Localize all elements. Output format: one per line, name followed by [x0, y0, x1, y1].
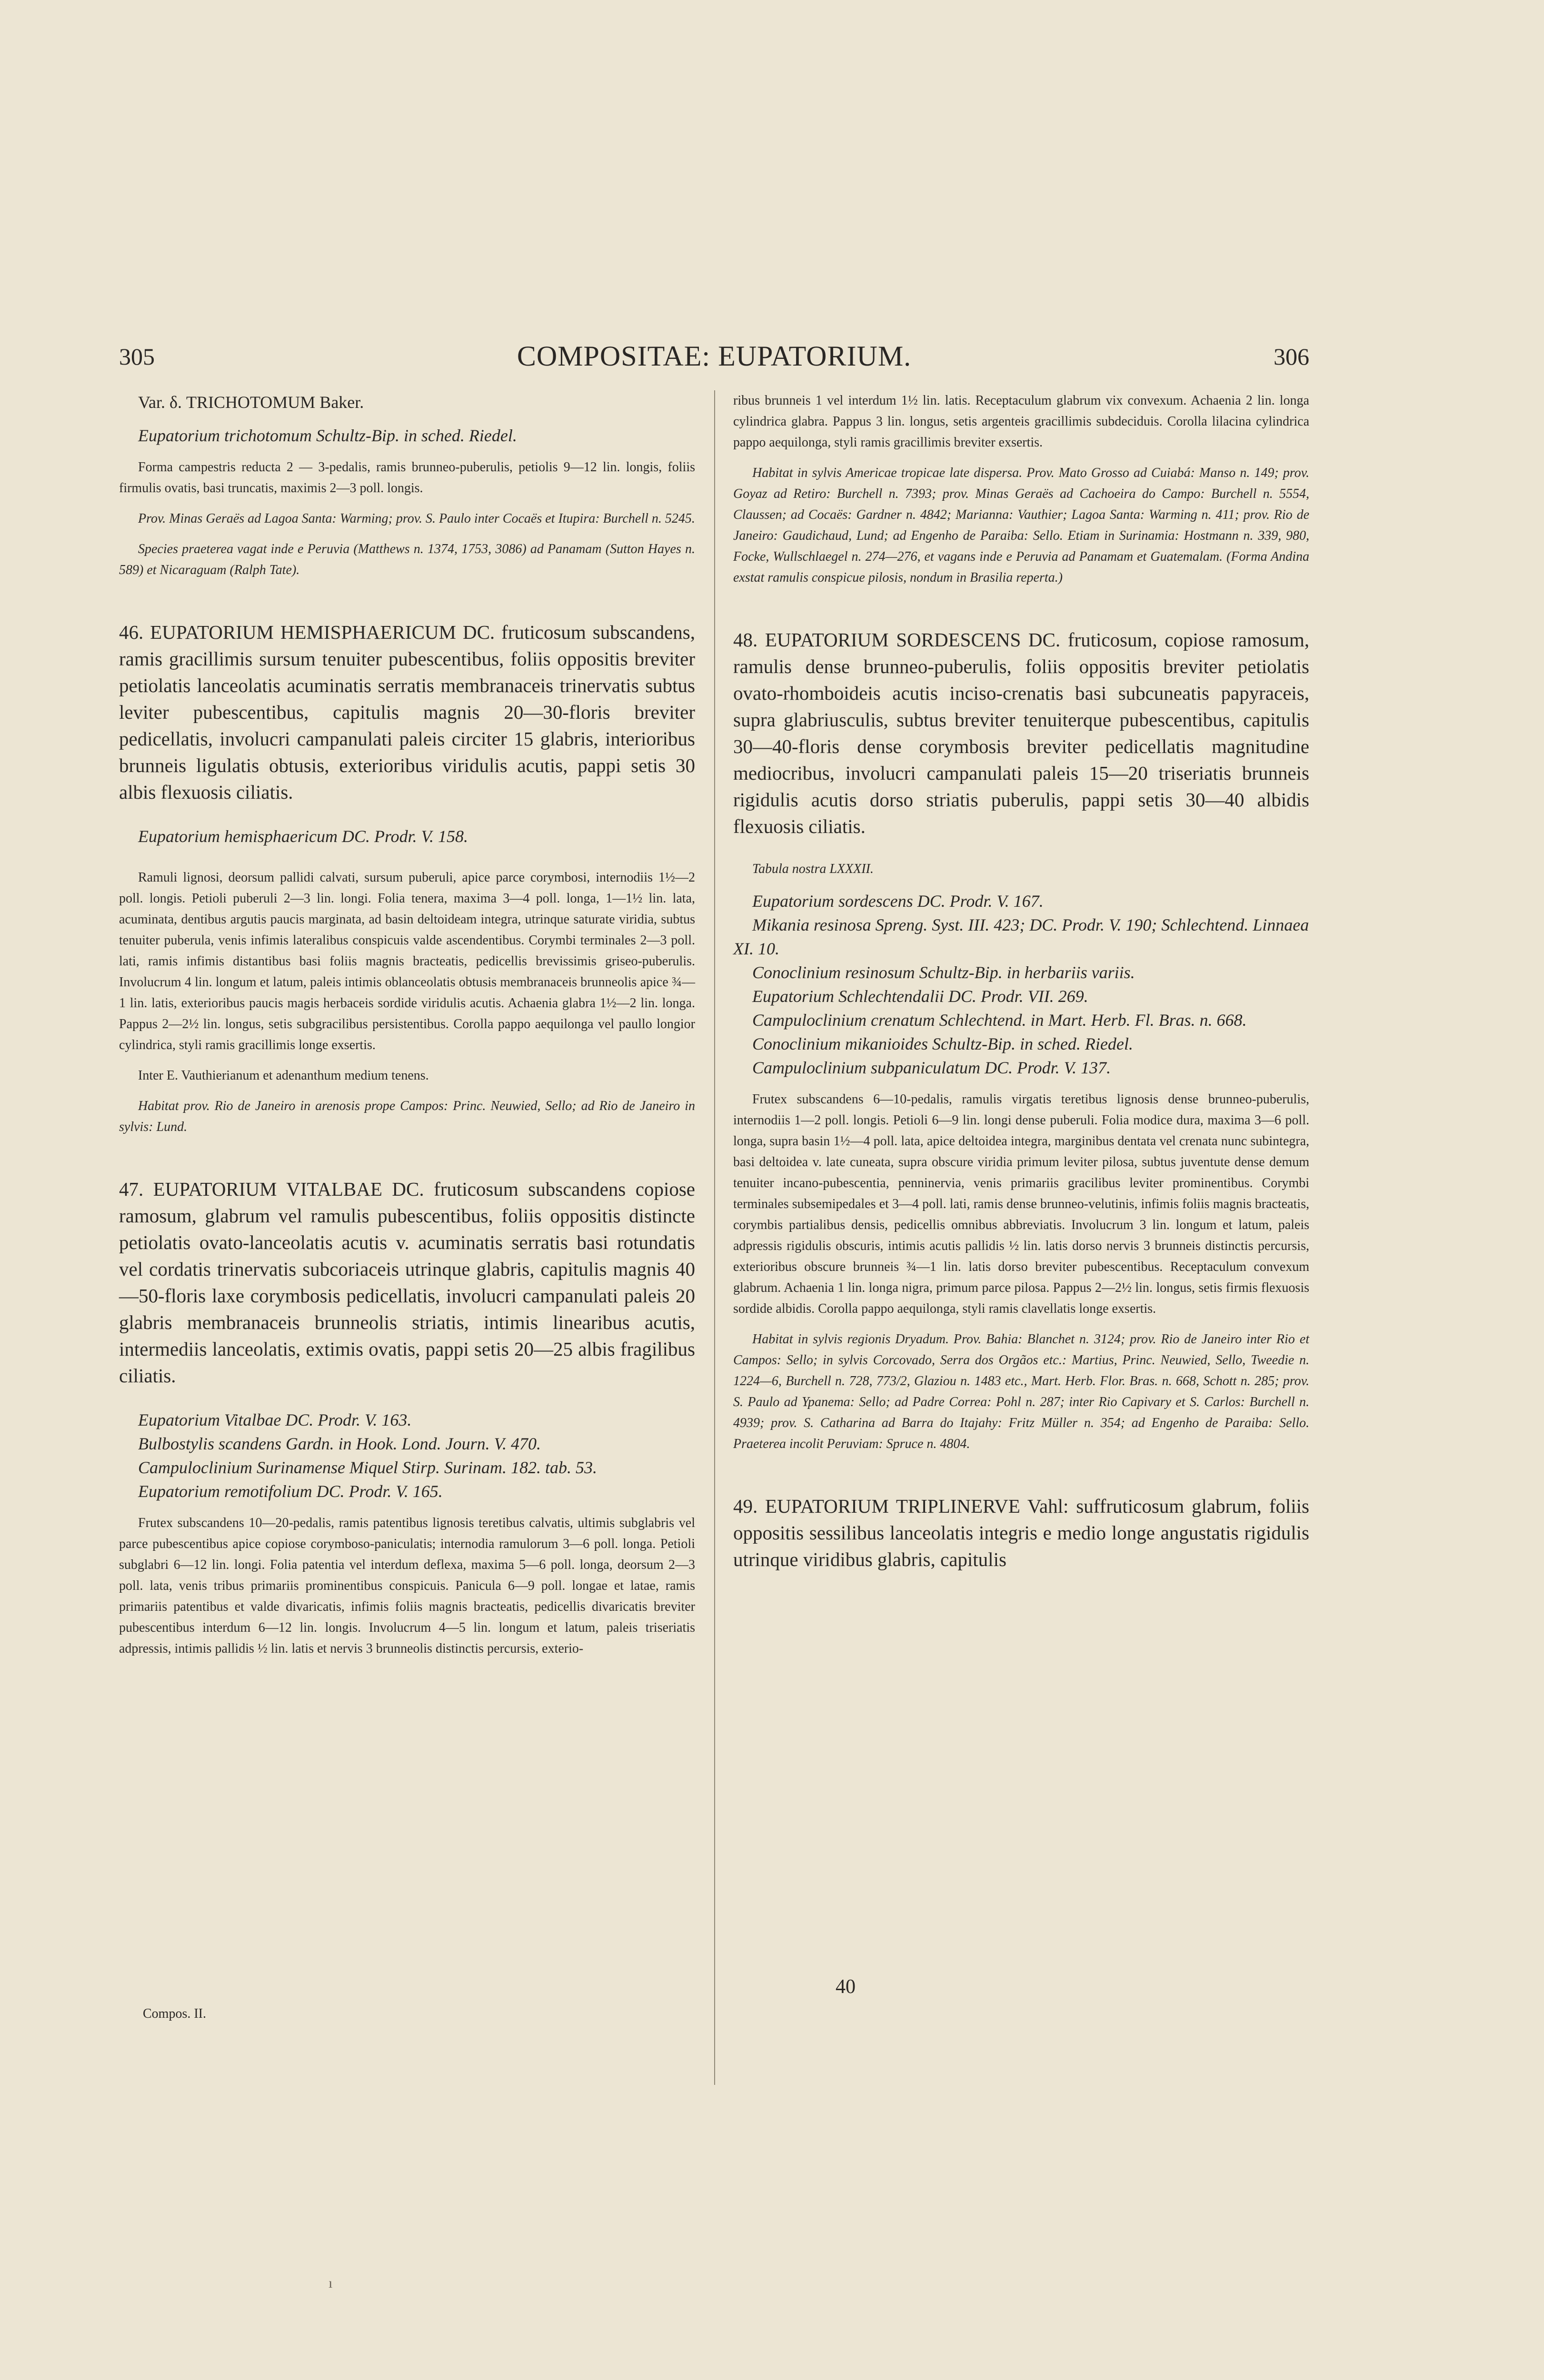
species-46-description: Ramuli lignosi, deorsum pallidi calvati, sursum puberuli, apice parce corymbosi, internodiis 1½—2 poll. longis. Petioli puberuli 2—3 lin. longi. Folia tenera, maxima 3—4 poll. longa, 1—1½ lin. lata, acuminata, dentibus argutis paucis marginata, ad basin deltoideam integra, utrinque saturate viridia, subtus tenuiter puberula, venis infimis lateralibus conspicuis valde ascendentibus. Corymbi terminales 2—3 poll. lati, ramis infimis distantibus basi foliis magnis bracteatis, pedicellis brevissimis griseo-puberulis. Involucrum 4 lin. longum et latum, paleis intimis oblanceolatis obtusis membranaceis brunneolis apice ¾—1 lin. latis, exterioribus paucis magis herbaceis sordide viridulis acutis. Achaenia glabra 1½—2 lin. longa. Pappus 2—2½ lin. longus, setis subgracilibus persistentibus. Corolla pappo aequilonga vel paullo longior cylindrica, styli ramis gracillimis longe exsertis.	[119, 870, 695, 1052]
species-48-reference-3: Conoclinium resinosum Schultz-Bip. in herbariis variis.	[752, 963, 1135, 982]
variety-description: Forma campestris reducta 2 — 3-pedalis, ramis brunneo-puberulis, petiolis 9—12 lin. longis, foliis firmulis ovatis, basi truncatis, maximis 2—3 poll. longis.	[119, 460, 695, 496]
species-47-reference-1: Eupatorium Vitalbae DC. Prodr. V. 163.	[138, 1410, 412, 1429]
running-head: COMPOSITAE: EUPATORIUM.	[517, 340, 912, 372]
species-48-diagnosis: 48. EUPATORIUM SORDESCENS DC. fruticosum, copiose ramosum, ramulis dense brunneo-puberulis, foliis oppositis breviter petiolatis ovato-rhomboideis acutis inciso-crenatis basi subcuneatis papyraceis, supra glabriusculis, subtus breviter tenuiterque pubescentibus, capitulis 30—40-floris dense corymbosis breviter pedicellatis magnitudine mediocribus, involucri campanulati paleis 15—20 triseriatis brunneis rigidulis acutis dorso striatis puberulis, pappi setis 30—40 albidis flexuosis ciliatis.	[733, 629, 1309, 837]
species-48-reference-4: Eupatorium Schlechtendalii DC. Prodr. VII. 269.	[752, 987, 1088, 1006]
species-48-reference-5: Campuloclinium crenatum Schlechtend. in Mart. Herb. Fl. Bras. n. 668.	[752, 1011, 1247, 1030]
page-number-left: 305	[119, 343, 155, 370]
species-47-diagnosis: 47. EUPATORIUM VITALBAE DC. fruticosum subscandens copiose ramosum, glabrum vel ramulis pubescentibus, foliis oppositis distincte petiolatis ovato-lanceolatis acutis v. acuminatis serratis basi rotundatis vel cordatis trinervatis subcoriaceis utrinque glabris, capitulis magnis 40—50-floris laxe corymbosis pedicellatis, involucri campanulati paleis 20 glabris membranaceis brunneolis striatis, intimis linearibus acutis, intermediis lanceolatis, extimis ovatis, pappi setis 20—25 albis fragilibus ciliatis.	[119, 1178, 695, 1387]
species-47-reference-4: Eupatorium remotifolium DC. Prodr. V. 165.	[138, 1482, 443, 1501]
variety-synonym: Eupatorium trichotomum Schultz-Bip. in sched. Riedel.	[138, 426, 517, 445]
species-46-diagnosis: 46. EUPATORIUM HEMISPHAERICUM DC. fruticosum subscandens, ramis gracillimis sursum tenuiter pubescentibus, foliis oppositis breviter petiolatis lanceolatis acuminatis serratis membranaceis trinervatis subtus leviter pubescentibus, capitulis magnis 20—30-floris breviter pedicellatis, involucri campanulati paleis circiter 15 glabris, interioribus brunneis ligulatis obtusis, exterioribus viridulis acutis, pappi setis 30 albis flexuosis ciliatis.	[119, 621, 695, 803]
footer-volume-note: Compos. II.	[143, 2006, 206, 2021]
variety-heading: Var. δ. TRICHOTOMUM Baker.	[138, 393, 364, 412]
species-48-reference-7: Campuloclinium subpaniculatum DC. Prodr. V. 137.	[752, 1058, 1111, 1077]
species-47-description: Frutex subscandens 10—20-pedalis, ramis patentibus lignosis teretibus calvatis, ultimis subglabris vel parce pubescentibus apice copiose corymboso-paniculatis; internodia ramulorum 3—6 poll. longa. Petioli subglabri 6—12 lin. longi. Folia patentia vel interdum deflexa, maxima 5—6 poll. longa, deorsum 2—3 poll. lata, venis tribus primariis prominentibus conspicuis. Panicula 6—9 poll. longae et latae, ramis primariis patentibus et valde divaricatis, infimis foliis magnis bracteatis, pedicellis divaricatis breviter pubescentibus interdum 6—12 lin. longis. Involucrum 4—5 lin. longum et latum, paleis triseriatis adpressis, intimis pallidis ½ lin. latis et nervis 3 brunneolis distinctis percursis, exterio-	[119, 1516, 695, 1656]
species-48-habitat: Habitat in sylvis regionis Dryadum. Prov. Bahia: Blanchet n. 3124; prov. Rio de Janeiro inter Rio et Campos: Sello; in sylvis Corcovado, Serra dos Orgãos etc.: Martius, Princ. Neuwied, Sello, Tweedie n. 1224—6, Burchell n. 728, 773/2, Glaziou n. 1483 etc., Mart. Herb. Flor. Bras. n. 668, Schott n. 285; prov. S. Paulo ad Ypanema: Sello; ad Padre Correa: Pohl n. 287; inter Rio Capivary et S. Carlos: Burchell n. 4939; prov. S. Catharina ad Barra do Itajahy: Fritz Müller n. 354; ad Engenho de Paraiba: Sello. Praeterea incolit Peruviam: Spruce n. 4804.	[733, 1332, 1309, 1451]
page-header	[119, 340, 1309, 376]
column-divider	[714, 390, 715, 2085]
species-47-reference-3: Campuloclinium Surinamense Miquel Stirp. Surinam. 182. tab. 53.	[138, 1458, 597, 1477]
species-46-reference: Eupatorium hemisphaericum DC. Prodr. V. 158.	[138, 827, 468, 846]
species-47-habitat: Habitat in sylvis Americae tropicae late dispersa. Prov. Mato Grosso ad Cuiabá: Manso n. 149; prov. Goyaz ad Retiro: Burchell n. 7393; prov. Minas Geraës ad Cachoeira do Campo: Burchell n. 5554, Claussen; ad Cocaës: Gardner n. 4842; Marianna: Vauthier; Lagoa Santa: Warming n. 411; prov. Rio de Janeiro: Gaudichaud, Lund; ad Engenho de Paraiba: Sello. Etiam in Surinamia: Hostmann n. 339, 980, Focke, Wullschlaegel n. 274—276, et vagans inde e Peruvia ad Panamam et Guatemalam. (Forma Andina exstat ramulis conspicue pilosis, nondum in Brasilia reperta.)	[733, 466, 1309, 585]
species-48-plate: Tabula nostra LXXXII.	[752, 862, 874, 876]
left-column	[119, 390, 695, 1659]
species-48-reference-1: Eupatorium sordescens DC. Prodr. V. 167.	[752, 892, 1044, 911]
species-46-affinity: Inter E. Vauthierianum et adenanthum medium tenens.	[138, 1068, 429, 1083]
variety-distribution: Species praeterea vagat inde e Peruvia (Matthews n. 1374, 1753, 3086) ad Panamam (Sutton Hayes n. 589) et Nicaraguam (Ralph Tate).	[119, 542, 695, 577]
stray-mark: ı	[329, 2275, 333, 2291]
species-48-reference-2: Mikania resinosa Spreng. Syst. III. 423; DC. Prodr. V. 190; Schlechtend. Linnaea XI. 10.	[733, 915, 1309, 958]
right-column	[733, 390, 1309, 1573]
signature-mark: 40	[836, 1976, 856, 1998]
species-48-reference-6: Conoclinium mikanioides Schultz-Bip. in sched. Riedel.	[752, 1034, 1133, 1053]
variety-province: Prov. Minas Geraës ad Lagoa Santa: Warming; prov. S. Paulo inter Cocaës et Itupira: Burchell n. 5245.	[138, 511, 695, 526]
species-47-reference-2: Bulbostylis scandens Gardn. in Hook. Lond. Journ. V. 470.	[138, 1434, 541, 1453]
page-number-right: 306	[1274, 343, 1309, 370]
species-49-diagnosis: 49. EUPATORIUM TRIPLINERVE Vahl: suffruticosum glabrum, foliis oppositis sessilibus lanceolatis integris e medio longe angustatis rigidulis utrinque viridibus glabris, capitulis	[733, 1495, 1309, 1570]
species-46-habitat: Habitat prov. Rio de Janeiro in arenosis prope Campos: Princ. Neuwied, Sello; ad Rio de Janeiro in sylvis: Lund.	[119, 1099, 695, 1134]
species-47-description-continued: ribus brunneis 1 vel interdum 1½ lin. latis. Receptaculum glabrum vix convexum. Achaenia 2 lin. longa cylindrica glabra. Pappus 3 lin. longus, setis argenteis gracillimis subdeciduis. Corolla lilacina cylindrica pappo aequilonga, styli ramis gracillimis breviter exsertis.	[733, 393, 1309, 450]
species-48-description: Frutex subscandens 6—10-pedalis, ramulis virgatis teretibus lignosis dense brunneo-puberulis, internodiis 1—2 poll. longis. Petioli 6—9 lin. longi dense puberuli. Folia modice dura, maxima 3—6 poll. longa, supra basin 1½—4 poll. lata, apice deltoidea integra, marginibus dentata vel crenata nunc subintegra, basi deltoidea v. late cuneata, supra obscure viridia primum leviter pilosa, subtus juventute dense demum tenuiter incano-pubescentia, penninervia, venis primariis gracilibus leviter prominentibus. Corymbi terminales subsemipedales et 3—4 poll. lati, ramis dense brunneo-velutinis, infimis foliis magnis bracteatis, corymbis partialibus densis, pedicellis omnibus abbreviatis. Involucrum 3 lin. longum et latum, paleis adpressis rigidulis obscuris, intimis acutis pallidis ½ lin. latis dorso nervis 3 brunneis distinctis percursis, exterioribus obscure brunneis ¾—1 lin. latis dorso breviter pubescentibus. Receptaculum convexum glabrum. Achaenia 1 lin. longa nigra, primum parce pilosa. Pappus 2—2½ lin. longus, setis firmis flexuosis sordide albidis. Corolla pappo aequilonga, styli ramis clavellatis longe exsertis.	[733, 1092, 1309, 1316]
